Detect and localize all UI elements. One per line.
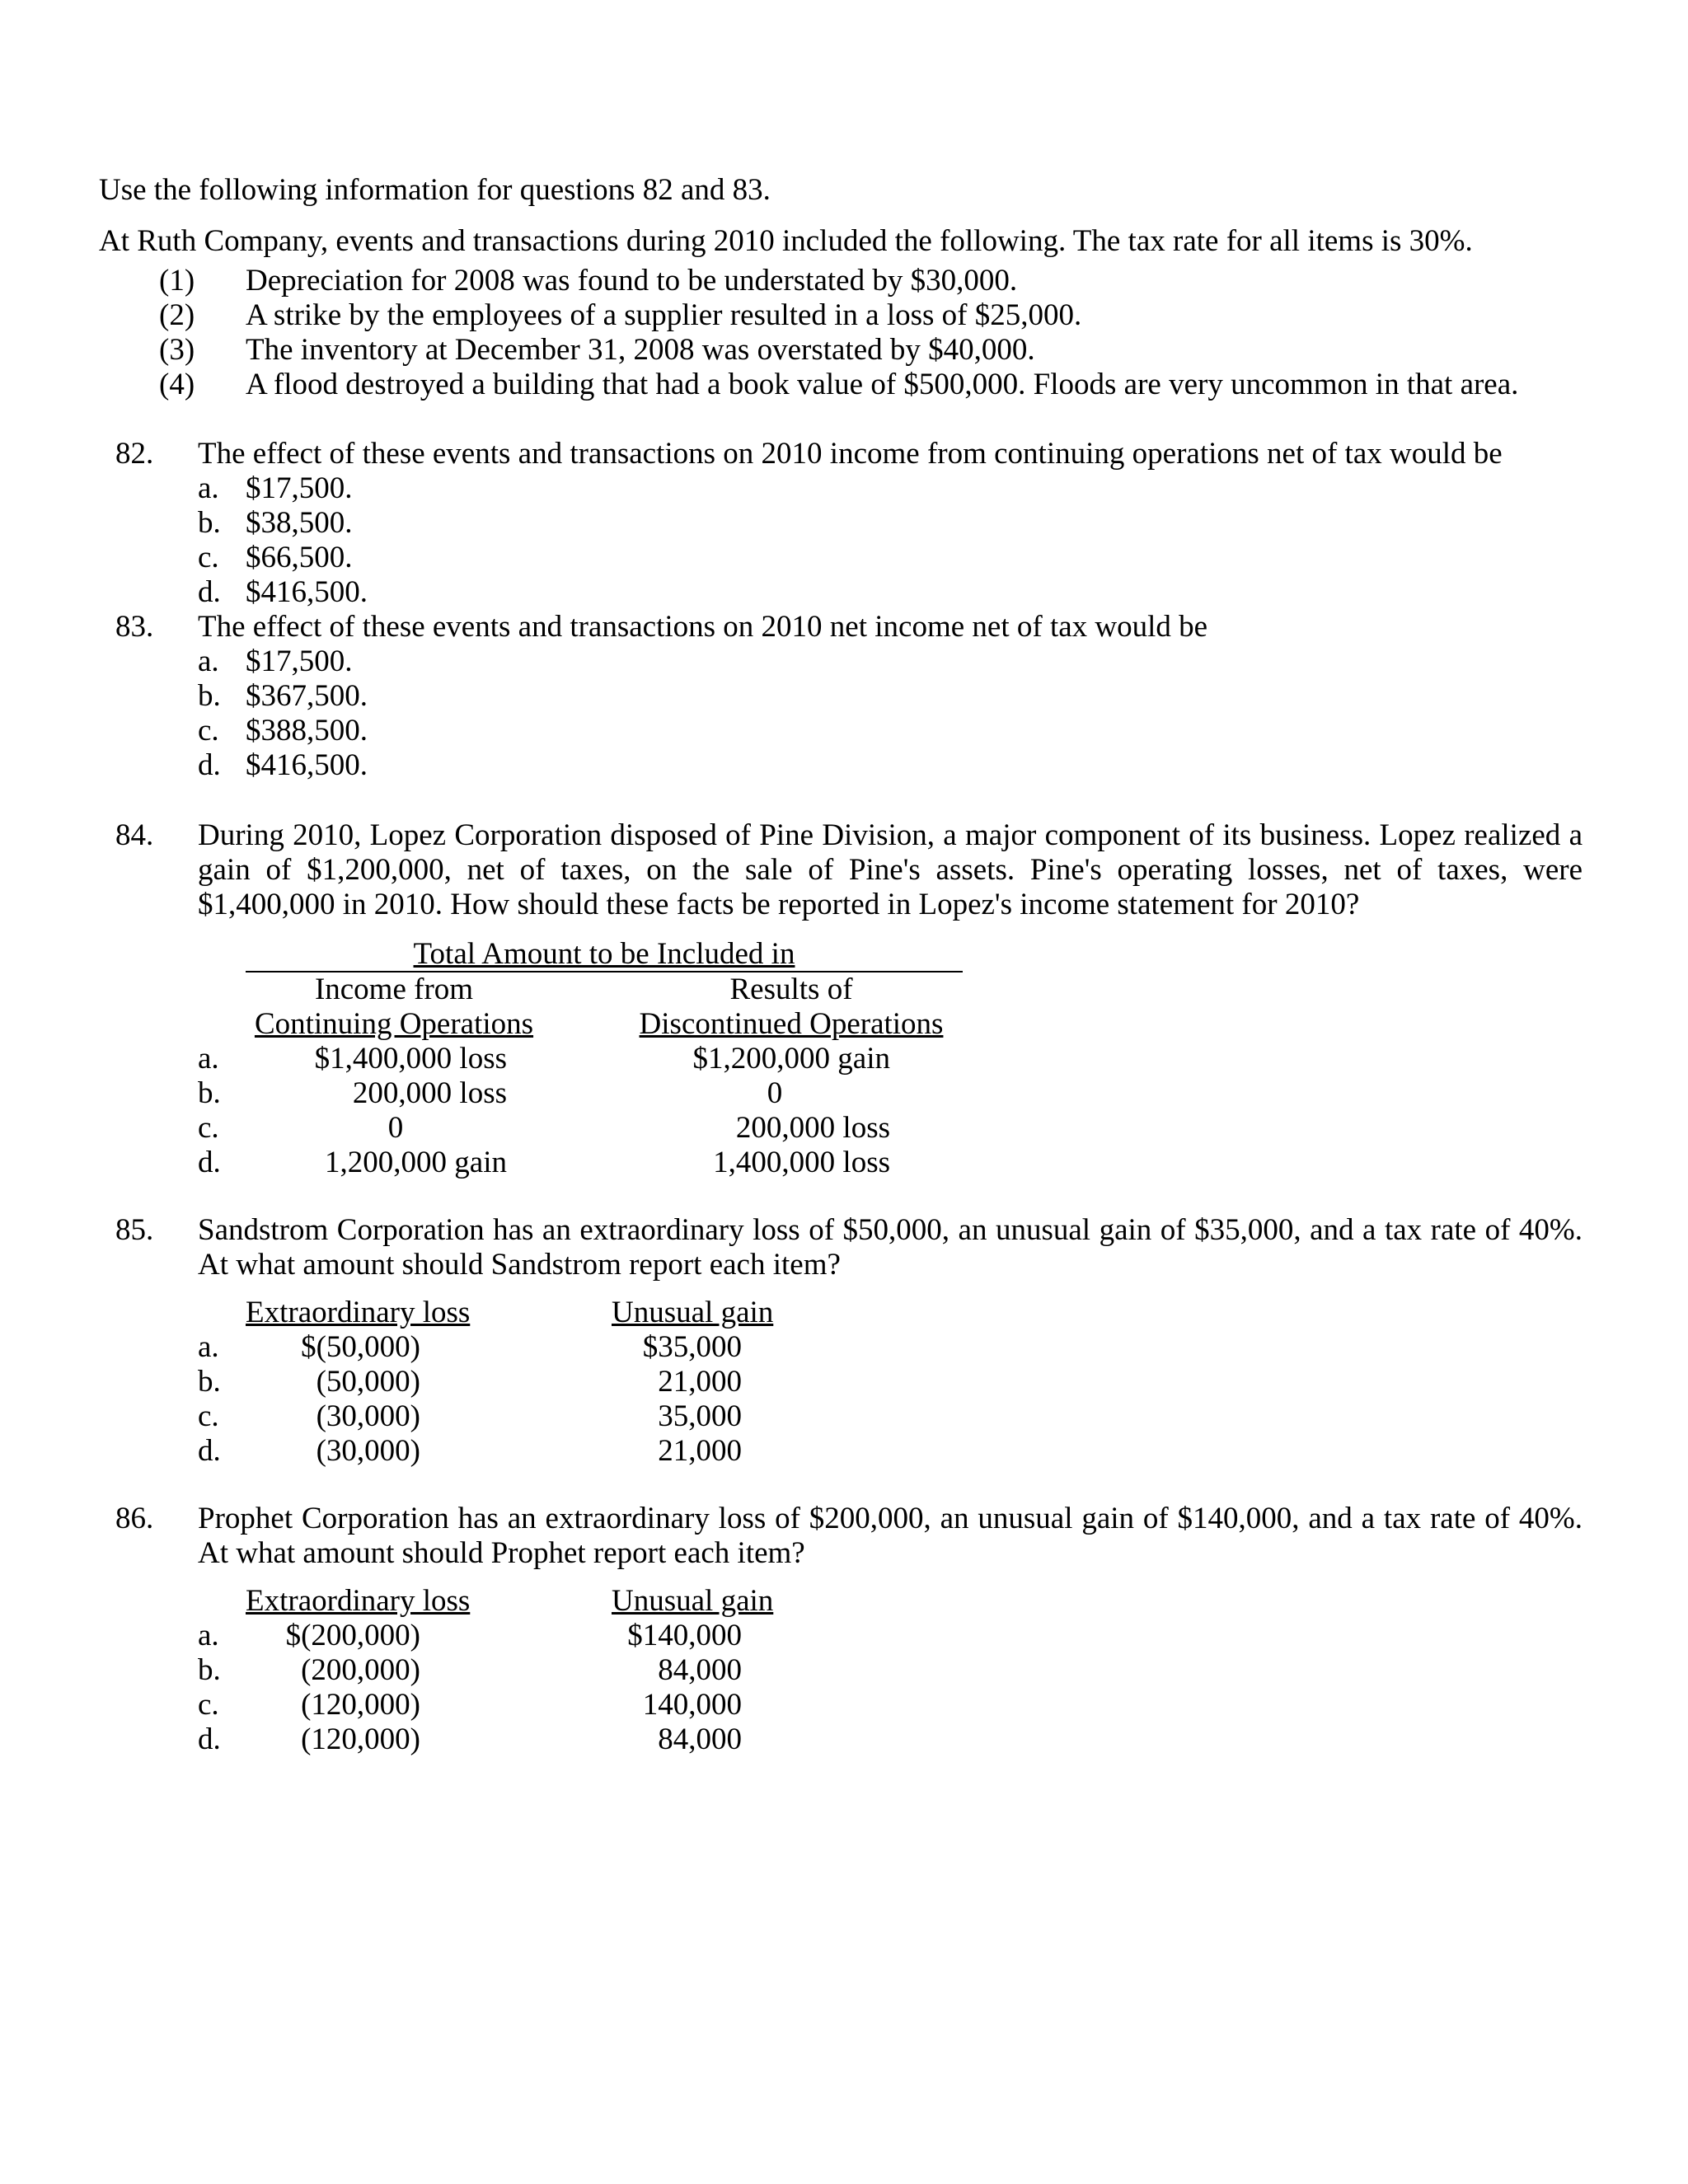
question-stem: During 2010, Lopez Corporation disposed of Pine Division, a major component of its business. Lopez realized a gain of $1,200,000, net of taxes, on the sale of Pine's assets. Pine's operating losses, net of taxes, were $1,400,000 in 2010. How should these facts be reported in Lopez's income statement for 2010? [198,818,1582,921]
column-header: Income from [314,972,474,1006]
table-title: Total Amount to be Included in [246,938,963,972]
table-cell: $1,400,000 loss [314,1042,507,1076]
option-text: $17,500. [246,644,353,678]
table-cell: $(50,000) [301,1330,420,1364]
table-cell: 21,000 [658,1365,742,1399]
table-cell: 84,000 [658,1653,742,1687]
option-letter: d. [198,1434,221,1468]
option-letter: a. [198,1330,219,1364]
option-letter: d. [198,575,221,609]
option-letter: a. [198,1619,219,1652]
intro-line-1: Use the following information for questions 82 and 83. [99,173,771,207]
intro-item-num: (1) [159,264,195,298]
question-stem: The effect of these events and transactions on 2010 net income net of tax would be [198,610,1208,644]
intro-item-num: (3) [159,333,195,367]
table-cell: 1,200,000 gain [325,1146,507,1179]
table-cell: 84,000 [658,1722,742,1756]
option-letter: a. [198,1042,219,1076]
intro-item-num: (2) [159,298,195,332]
table-cell: $1,200,000 gain [692,1042,890,1076]
column-header: Unusual gain [612,1584,774,1618]
table-cell: (30,000) [316,1434,420,1468]
option-text: $367,500. [246,679,368,713]
table-cell: (50,000) [316,1365,420,1399]
table-cell: 0 [387,1111,404,1145]
intro-item-text: A strike by the employees of a supplier resulted in a loss of $25,000. [246,298,1082,332]
option-letter: a. [198,644,219,678]
question-number: 86. [115,1502,154,1535]
table-cell: (120,000) [301,1722,420,1756]
table-cell: $35,000 [642,1330,742,1364]
option-text: $416,500. [246,575,368,609]
question-number: 83. [115,610,154,644]
column-header: Results of [729,972,853,1006]
question-number: 85. [115,1213,154,1247]
option-text: $388,500. [246,714,368,748]
option-letter: b. [198,1076,221,1110]
option-text: $17,500. [246,471,353,505]
intro-item-text: A flood destroyed a building that had a book value of $500,000. Floods are very uncommon in that area. [246,368,1519,401]
question-stem: Prophet Corporation has an extraordinary loss of $200,000, an unusual gain of $140,000, and a tax rate of 40%. At what amount should Prophet report each item? [198,1502,1582,1570]
intro-item-text: Depreciation for 2008 was found to be understated by $30,000. [246,264,1018,298]
option-letter: d. [198,1146,221,1179]
option-letter: b. [198,506,221,540]
option-letter: c. [198,1688,219,1722]
option-letter: b. [198,679,221,713]
question-stem: Sandstrom Corporation has an extraordinary loss of $50,000, an unusual gain of $35,000, and a tax rate of 40%. At what amount should Sandstrom report each item? [198,1213,1582,1282]
question-stem: The effect of these events and transactions on 2010 income from continuing operations net of tax would be [198,437,1503,471]
table-cell: 35,000 [658,1399,742,1433]
table-cell: 21,000 [658,1434,742,1468]
option-letter: b. [198,1365,221,1399]
intro-item-num: (4) [159,368,195,401]
table-cell: 200,000 loss [735,1111,890,1145]
table-cell: $140,000 [627,1619,742,1652]
question-number: 82. [115,437,154,471]
option-letter: d. [198,1722,221,1756]
question-number: 84. [115,818,154,852]
table-cell: 200,000 loss [352,1076,507,1110]
column-header: Continuing Operations [254,1007,534,1041]
option-text: $66,500. [246,541,353,574]
table-cell: 140,000 [642,1688,742,1722]
table-cell: (120,000) [301,1688,420,1722]
table-cell: (30,000) [316,1399,420,1433]
table-cell: $(200,000) [285,1619,420,1652]
column-header: Unusual gain [612,1296,774,1329]
option-letter: c. [198,1399,219,1433]
option-letter: c. [198,1111,219,1145]
option-letter: c. [198,714,219,748]
table-cell: (200,000) [301,1653,420,1687]
intro-line-2: At Ruth Company, events and transactions during 2010 included the following. The tax rate for all items is 30%. [99,224,1473,258]
option-letter: c. [198,541,219,574]
intro-item-text: The inventory at December 31, 2008 was overstated by $40,000. [246,333,1035,367]
option-letter: b. [198,1653,221,1687]
column-header: Extraordinary loss [246,1584,471,1618]
table-cell: 0 [767,1076,783,1110]
option-text: $38,500. [246,506,353,540]
column-header: Discontinued Operations [639,1007,944,1041]
option-text: $416,500. [246,748,368,782]
column-header: Extraordinary loss [246,1296,471,1329]
option-letter: a. [198,471,219,505]
table-cell: 1,400,000 loss [713,1146,890,1179]
option-letter: d. [198,748,221,782]
